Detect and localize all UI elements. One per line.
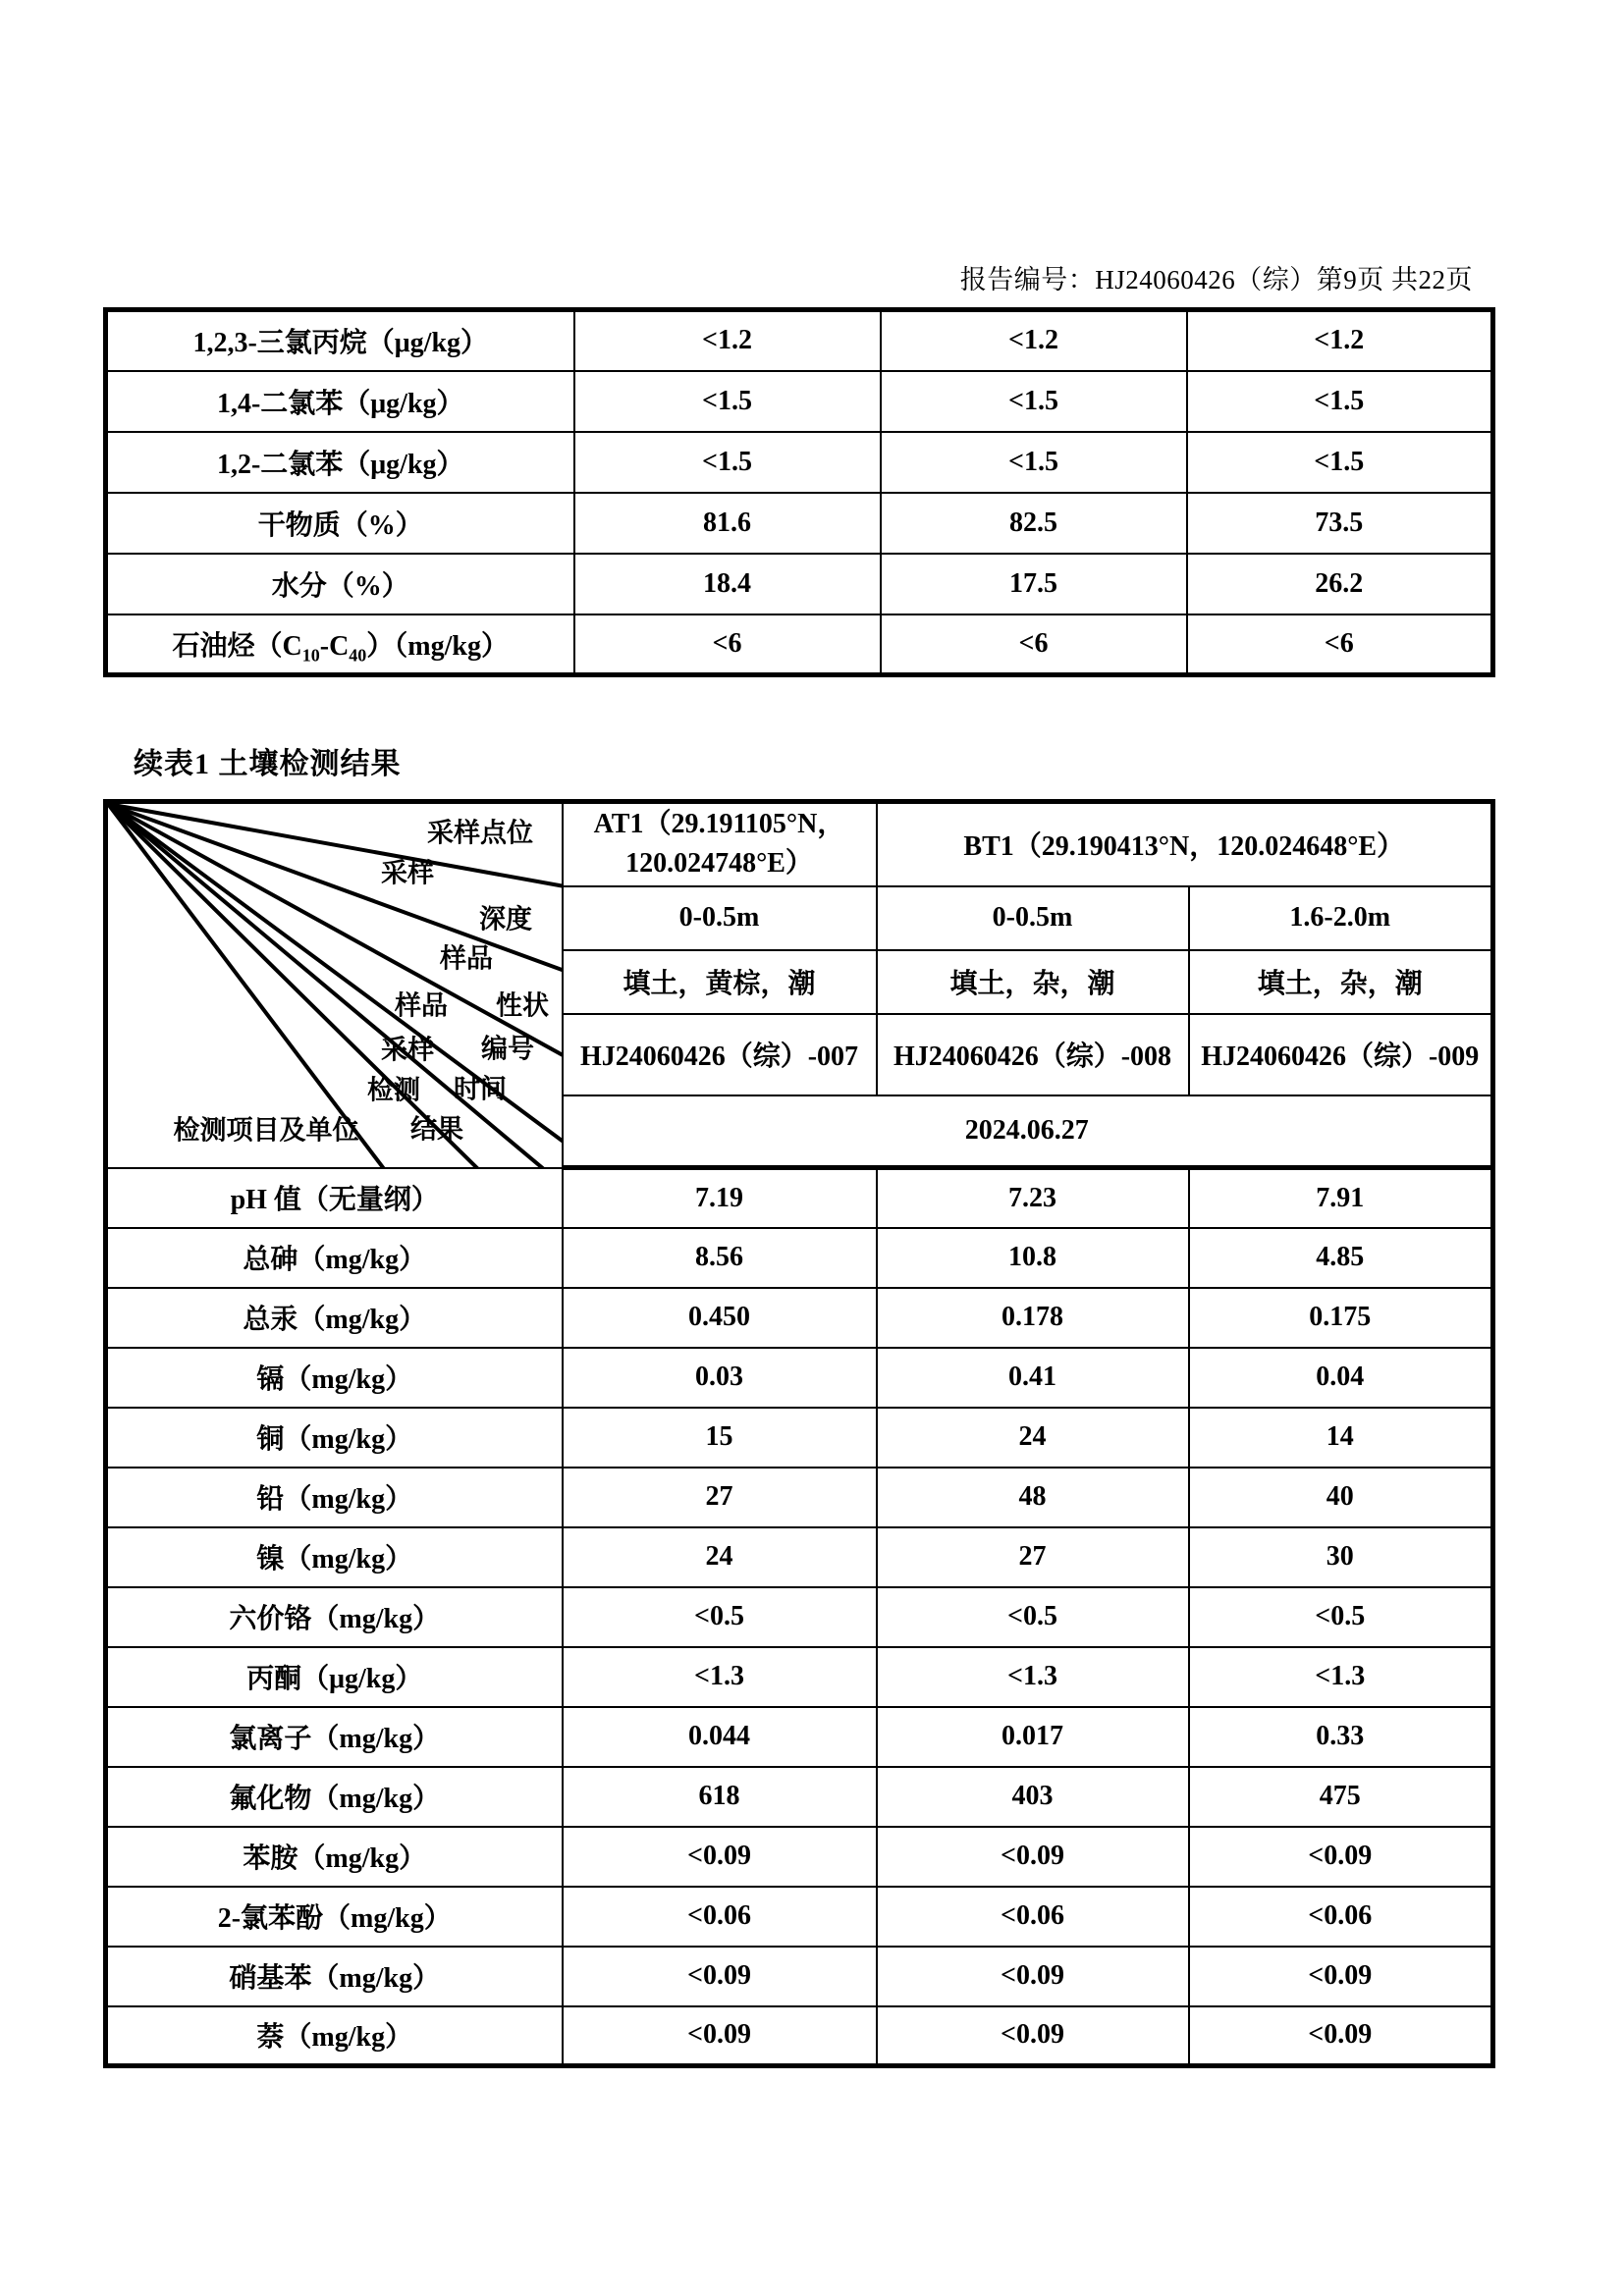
result-value: <0.5: [877, 1587, 1189, 1647]
soil-results-table-continued: [103, 799, 1495, 2068]
result-value: <1.3: [877, 1647, 1189, 1707]
depth-value: 0-0.5m: [877, 886, 1189, 950]
result-value: 24: [877, 1408, 1189, 1468]
table-row: [106, 1228, 1493, 1288]
result-value: 4.85: [1189, 1228, 1493, 1288]
result-value: 18.4: [574, 554, 881, 614]
corner-label-sample: 样品: [440, 943, 493, 974]
sampling-point-bt1: BT1（29.190413°N，120.024648°E）: [877, 802, 1493, 886]
result-value: 15: [563, 1408, 877, 1468]
result-value: <1.2: [881, 310, 1187, 371]
result-value: 73.5: [1187, 493, 1493, 554]
analyte-label: 铜（mg/kg）: [106, 1408, 563, 1468]
continued-table-title: 续表1 土壤检测结果: [134, 748, 402, 780]
analyte-label: 苯胺（mg/kg）: [106, 1827, 563, 1887]
table-row: [106, 554, 1493, 614]
result-value: <0.09: [563, 1827, 877, 1887]
result-value: <1.5: [1187, 432, 1493, 493]
result-value: 30: [1189, 1527, 1493, 1587]
result-value: <0.09: [563, 1947, 877, 2006]
result-value: <0.5: [1189, 1587, 1493, 1647]
table-row: [106, 1288, 1493, 1348]
character-value: 填土，杂，潮: [877, 950, 1189, 1014]
result-value: <0.06: [877, 1887, 1189, 1947]
result-value: 17.5: [881, 554, 1187, 614]
result-value: <0.09: [1189, 1827, 1493, 1887]
table-row: [106, 1827, 1493, 1887]
result-value: <1.5: [881, 432, 1187, 493]
depth-value: 1.6-2.0m: [1189, 886, 1493, 950]
analyte-label-petroleum: 石油烃$(C_{10}-C_{40})(mg/kg)$: [106, 614, 574, 675]
report-number-header: 报告编号：HJ24060426（综）第9页 共22页: [959, 265, 1473, 294]
corner-label-items-units: 检测项目及单位: [173, 1115, 359, 1146]
result-value: <0.09: [1189, 1947, 1493, 2006]
result-value: 10.8: [877, 1228, 1189, 1288]
diagonal-header-cell: [106, 802, 563, 1168]
table-row: [106, 1707, 1493, 1767]
result-value: <1.5: [574, 371, 881, 432]
result-value: <0.06: [1189, 1887, 1493, 1947]
analyte-label: 总汞（mg/kg）: [106, 1288, 563, 1348]
result-value: <6: [881, 614, 1187, 675]
result-value: 82.5: [881, 493, 1187, 554]
table-row: [106, 1168, 1493, 1228]
result-value: <1.5: [1187, 371, 1493, 432]
table-row: [106, 493, 1493, 554]
result-value: <1.2: [574, 310, 881, 371]
result-value: 26.2: [1187, 554, 1493, 614]
table-row: [106, 1587, 1493, 1647]
subscript: 10: [301, 645, 320, 666]
result-value: 48: [877, 1468, 1189, 1527]
character-value: 填土，黄棕，潮: [563, 950, 877, 1014]
result-value: 0.178: [877, 1288, 1189, 1348]
result-value: <6: [574, 614, 881, 675]
table-row: [106, 1348, 1493, 1408]
analyte-label: 总砷（mg/kg）: [106, 1228, 563, 1288]
result-value: <0.09: [877, 1947, 1189, 2006]
analyte-label: 镍（mg/kg）: [106, 1527, 563, 1587]
result-value: <1.3: [563, 1647, 877, 1707]
analyte-label: 氟化物（mg/kg）: [106, 1767, 563, 1827]
analyte-label: 1,4-二氯苯（μg/kg）: [106, 371, 574, 432]
analyte-label: 硝基苯（mg/kg）: [106, 1947, 563, 2006]
analyte-label: pH 值（无量纲）: [106, 1168, 563, 1228]
analyte-label: 2-氯苯酚（mg/kg）: [106, 1887, 563, 1947]
result-value: 0.017: [877, 1707, 1189, 1767]
result-value: 24: [563, 1527, 877, 1587]
corner-label-sampling-2: 采样: [381, 1035, 434, 1065]
result-value: <1.2: [1187, 310, 1493, 371]
sample-id: HJ24060426（综）-009: [1189, 1014, 1493, 1095]
result-value: 0.03: [563, 1348, 877, 1408]
result-value: 27: [877, 1527, 1189, 1587]
table-row: [106, 1408, 1493, 1468]
result-value: 40: [1189, 1468, 1493, 1527]
corner-label-depth: 深度: [479, 904, 532, 934]
result-value: 618: [563, 1767, 877, 1827]
result-value: 0.175: [1189, 1288, 1493, 1348]
corner-label-time: 时间: [454, 1074, 507, 1104]
analyte-label: 干物质（%）: [106, 493, 574, 554]
corner-label-character: 性状: [496, 990, 549, 1021]
analyte-label: 萘（mg/kg）: [106, 2006, 563, 2066]
analyte-label: 镉（mg/kg）: [106, 1348, 563, 1408]
analyte-label: 1,2-二氯苯（μg/kg）: [106, 432, 574, 493]
table-row: [106, 1767, 1493, 1827]
table-row: [106, 371, 1493, 432]
result-value: <1.5: [574, 432, 881, 493]
table-row: [106, 432, 1493, 493]
header-row-sampling-point: [106, 802, 1493, 886]
result-value: <0.09: [563, 2006, 877, 2066]
result-value: <6: [1187, 614, 1493, 675]
analyte-label: 铅（mg/kg）: [106, 1468, 563, 1527]
subscript: 40: [349, 645, 367, 666]
result-value: <0.5: [563, 1587, 877, 1647]
character-value: 填土，杂，潮: [1189, 950, 1493, 1014]
result-value: 7.91: [1189, 1168, 1493, 1228]
result-value: 14: [1189, 1408, 1493, 1468]
corner-label-result: 结果: [410, 1114, 463, 1145]
result-value: <1.3: [1189, 1647, 1493, 1707]
result-value: <0.09: [877, 2006, 1189, 2066]
depth-value: 0-0.5m: [563, 886, 877, 950]
result-value: 0.41: [877, 1348, 1189, 1408]
result-value: 27: [563, 1468, 877, 1527]
result-value: <1.5: [881, 371, 1187, 432]
table-row: [106, 1527, 1493, 1587]
sampling-point-at1: AT1（29.191105°N， 120.024748°E）: [563, 802, 877, 886]
analyte-label: 六价铬（mg/kg）: [106, 1587, 563, 1647]
result-value: 0.044: [563, 1707, 877, 1767]
result-value: 0.450: [563, 1288, 877, 1348]
table-row: [106, 1947, 1493, 2006]
table-row-petroleum: [106, 614, 1493, 675]
test-date: 2024.06.27: [563, 1095, 1493, 1168]
table-row: [106, 2006, 1493, 2066]
table-row: [106, 1468, 1493, 1527]
analyte-label: 1,2,3-三氯丙烷（μg/kg）: [106, 310, 574, 371]
result-value: 81.6: [574, 493, 881, 554]
corner-label-sampling-point: 采样点位: [427, 818, 533, 848]
result-value: <0.09: [1189, 2006, 1493, 2066]
soil-results-table-top: [103, 307, 1495, 677]
table-row: [106, 1887, 1493, 1947]
analyte-label: 水分（%）: [106, 554, 574, 614]
analyte-label: 丙酮（μg/kg）: [106, 1647, 563, 1707]
table-row: [106, 310, 1493, 371]
result-value: <0.06: [563, 1887, 877, 1947]
result-value: 0.04: [1189, 1348, 1493, 1408]
result-value: 0.33: [1189, 1707, 1493, 1767]
result-value: 7.23: [877, 1168, 1189, 1228]
result-value: 475: [1189, 1767, 1493, 1827]
sample-id: HJ24060426（综）-007: [563, 1014, 877, 1095]
result-value: <0.09: [877, 1827, 1189, 1887]
result-value: 8.56: [563, 1228, 877, 1288]
result-value: 7.19: [563, 1168, 877, 1228]
analyte-label: 氯离子（mg/kg）: [106, 1707, 563, 1767]
corner-label-sampling: 采样: [381, 858, 434, 888]
sample-id: HJ24060426（综）-008: [877, 1014, 1189, 1095]
result-value: 403: [877, 1767, 1189, 1827]
corner-label-test: 检测: [367, 1075, 420, 1105]
corner-label-number: 编号: [481, 1034, 534, 1064]
corner-label-sample-2: 样品: [395, 990, 448, 1021]
table-row: [106, 1647, 1493, 1707]
